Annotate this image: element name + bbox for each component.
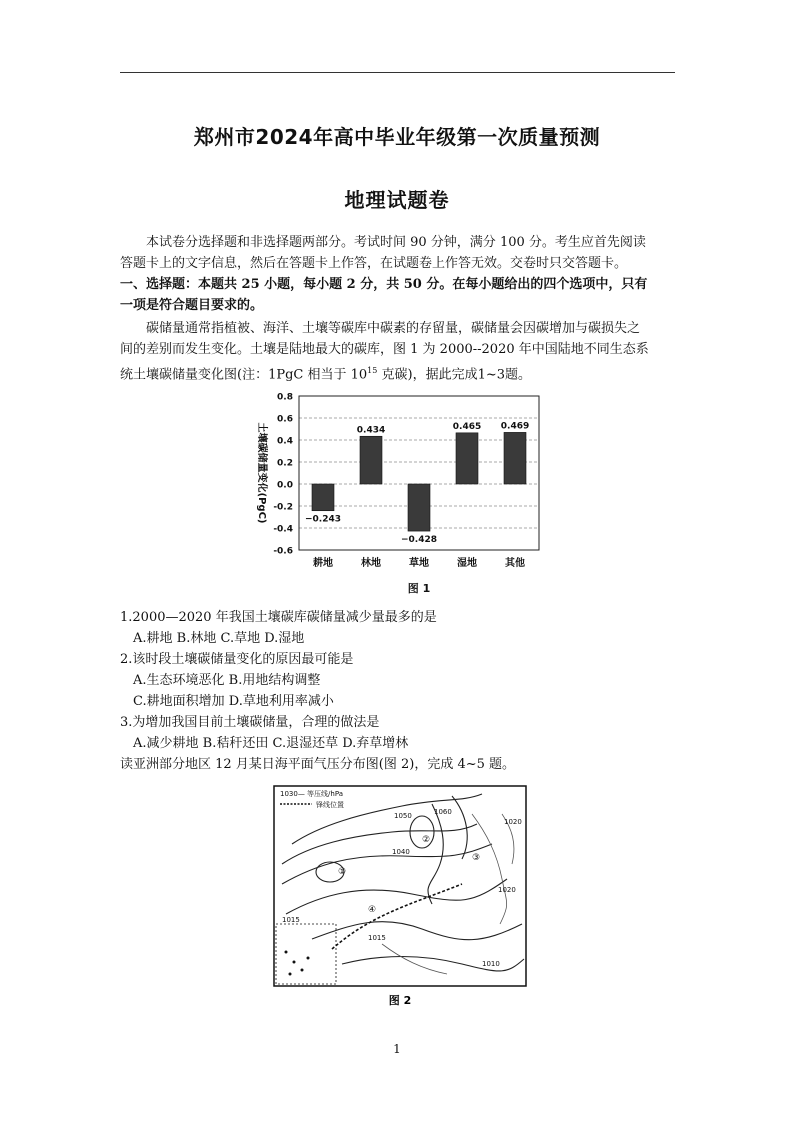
y-tick-label: 0.2 [277,458,293,469]
y-tick-label: 0.4 [277,436,293,447]
question-2-stem: 2.该时段土壤碳储量变化的原因最可能是 [120,652,354,667]
question-1-options: A.耕地 B.林地 C.草地 D.湿地 [133,631,305,646]
top-rule [120,72,675,73]
category-label: 草地 [409,558,429,569]
question-1-stem: 1.2000—2020 年我国土壤碳库碳储量减少量最多的是 [120,610,437,625]
bar-value-label: 0.465 [452,421,482,432]
bar-其他 [504,432,526,484]
section1-line-1: 一、选择题：本题共 25 小题，每小题 2 分，共 50 分。在每小题给出的四个选项中，只有 [120,277,648,292]
category-label: 其他 [505,558,525,569]
passage1-line-3: 统土壤碳储量变化图(注：1PgC 相当于 $10^{15}$ 克碳)，据此完成1~3题。 [120,366,531,383]
passage1-line-2: 间的差别而发生变化。土壤是陆地最大的碳库，图 1 为 2000--2020 年中国陆地不同生态系 [120,342,649,357]
map-point-3: ③ [472,853,481,863]
y-tick-label: 0.0 [277,480,293,491]
map-point-2: ② [422,835,431,845]
isobar-label-1050: 1050 [394,812,412,820]
pressure-map-figure [272,784,528,1010]
y-tick-label: -0.6 [273,546,293,557]
question-2-options-a: A.生态环境恶化 B.用地结构调整 [133,673,321,688]
legend-front: 锋线位置 [316,801,344,809]
chart-category-labels [313,556,525,569]
isobar-label-1020-a: 1020 [504,818,522,826]
category-label: 湿地 [457,558,477,569]
question-3-stem: 3.为增加我国目前土壤碳储量，合理的做法是 [120,715,380,730]
chart-y-axis-label: 土壤碳储量变化(PgC) [256,422,267,524]
bar-value-label: −0.428 [400,535,438,546]
passage-2: 读亚洲部分地区 12 月某日海平面气压分布图(图 2)，完成 4~5 题。 [120,757,516,772]
bar-湿地 [456,433,478,484]
y-tick-label: -0.4 [273,524,293,535]
bar-value-label: 0.469 [500,421,530,432]
bar-草地 [408,484,430,531]
map-point-1: ① [338,867,347,877]
bar-value-label: −0.243 [304,514,342,525]
bar-耕地 [312,484,334,511]
chart-bars [312,432,526,531]
exam-title: 郑州市2024年高中毕业年级第一次质量预测 [193,125,601,149]
exam-subtitle: 地理试题卷 [344,188,450,212]
intro-line-1: 本试卷分选择题和非选择题两部分。考试时间 90 分钟，满分 100 分。考生应首先阅读 [146,235,646,250]
passage1-line-1: 碳储量通常指植被、海洋、土壤等碳库中碳素的存留量，碳储量会因碳增加与碳损失之 [146,321,641,336]
soil-carbon-bar-chart [233,383,569,597]
isobar-label-1015-a: 1015 [282,916,300,924]
y-tick-label: -0.2 [273,502,293,513]
category-label: 林地 [361,558,381,569]
question-3-options: A.减少耕地 B.秸秆还田 C.退湿还草 D.弃草增林 [133,736,409,751]
y-tick-label: 0.6 [277,414,293,425]
page-number: 1 [393,1042,401,1056]
isobar-label-1015-b: 1015 [368,934,386,942]
bar-林地 [360,436,382,484]
isobar-label-1040: 1040 [392,848,410,856]
legend-isobar: 1030— 等压线/hPa [280,790,344,798]
isobar-label-1020-b: 1020 [498,886,516,894]
isobar-label-1010: 1010 [482,960,500,968]
category-label: 耕地 [313,558,333,569]
isobar-label-1060: 1060 [434,808,452,816]
y-tick-label: 0.8 [277,392,293,403]
intro-line-2: 答题卡上的文字信息，然后在答题卡上作答，在试题卷上作答无效。交卷时只交答题卡。 [120,256,628,271]
chart-title: 图 1 [407,582,431,595]
bar-value-label: 0.434 [356,425,386,436]
section1-line-2: 一项是符合题目要求的。 [120,298,264,313]
figure2-caption: 图 2 [388,994,412,1007]
question-2-options-b: C.耕地面积增加 D.草地利用率减小 [133,694,334,709]
map-point-4: ④ [368,905,377,915]
chart-y-ticks [273,393,293,557]
